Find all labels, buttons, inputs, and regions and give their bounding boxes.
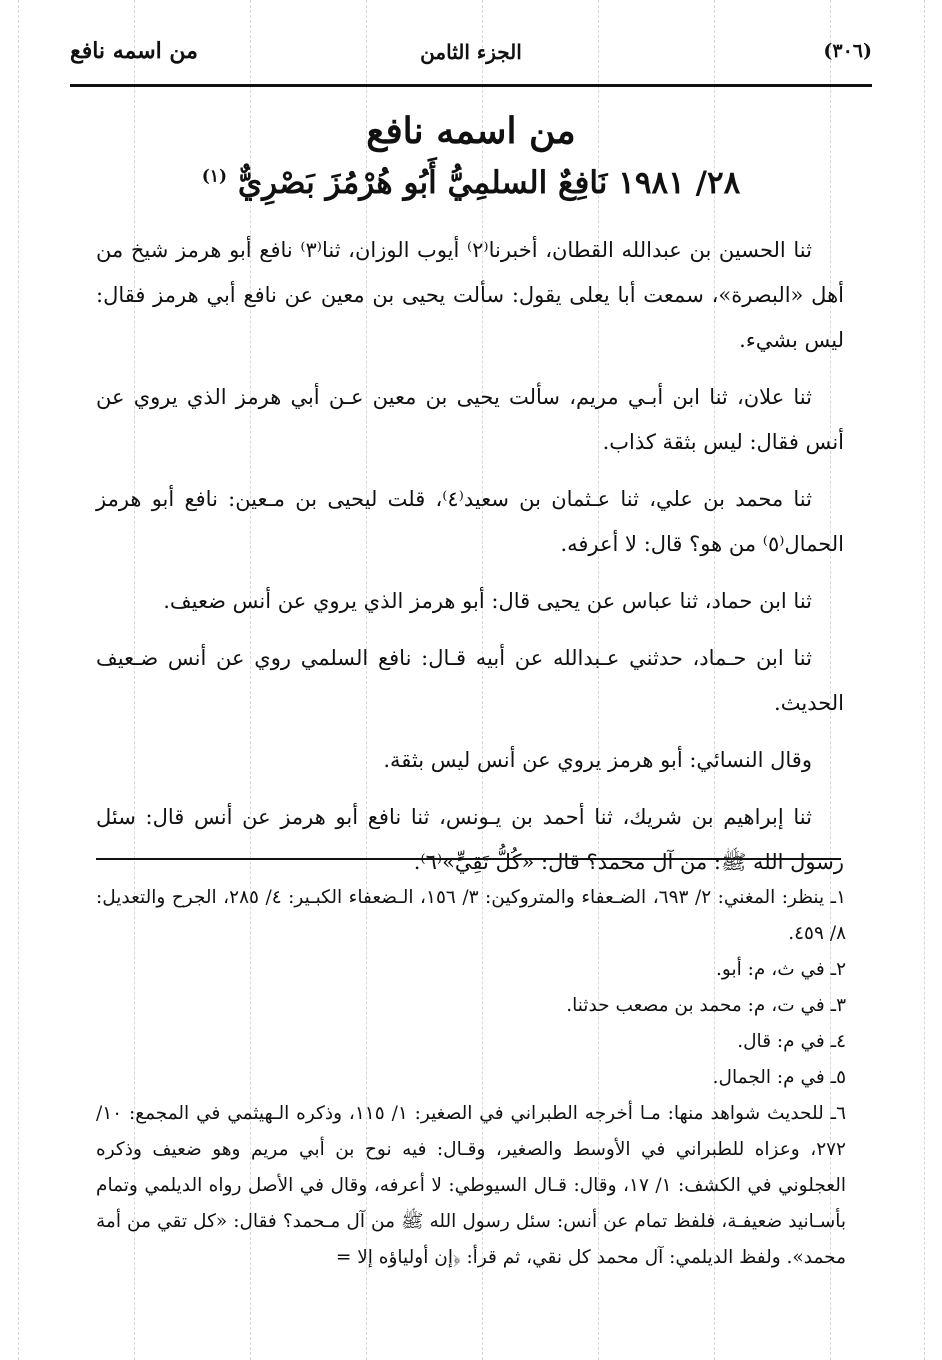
scan-guide-line <box>18 0 19 1360</box>
paragraph: ثنا ابن حماد، ثنا عباس عن يحيى قال: أبو هرمز الذي يروي عن أنس ضعيف. <box>163 589 812 613</box>
entry-number: ٢٨/ ١٩٨١ <box>618 165 741 201</box>
volume-label: الجزء الثامن <box>420 40 522 64</box>
paragraph: ثنا علان، ثنا ابن أبـي مريم، سألت يحيى بن معين عـن أبي هرمز الذي يروي عن أنس فقال: ليس بثقة كذاب. <box>96 385 844 454</box>
footnote: ٦ـ للحديث شواهد منها: مـا أخرجه الطبراني في الصغير: ١/ ١١٥، وذكره الـهيثمي في المجمع: ١٠/ ٢٧٢، وعزاه للطبراني في الأوسط والصغير، وقـال: فيه نوح بن أبي مريم وهو ضعيف وذكره العجلوني في الكشف: ١/ ١٧، وقال: قـال السيوطي: لا أعرفه، وقال في الأصل رواه الديلمي وتمام بأسـانيد ضعيفـة، فلفظ تمام عن أنس: سئل رسول الله ﷺ من آل مـحمد؟ فقال: «كل تقي من أمة محمد». ولفظ الديلمي: آل محمد كل نقي، ثم قرأ: ﴿إن أولياؤه إلا = <box>96 1103 846 1268</box>
paragraph: ثنا إبراهيم بن شريك، ثنا أحمد بن يـونس، ثنا نافع أبو هرمز عن أنس قال: سئل رسول الله ﷺ: من آل محمد؟ قال: «كُلُّ تَقِيٍّ»⁽٦⁾. <box>96 805 844 874</box>
footnote: ٤ـ في م: قال. <box>737 1031 846 1052</box>
paragraph: ثنا ابن حـماد، حدثني عـبدالله عن أبيه قـال: نافع السلمي روي عن أنس ضـعيف الحديث. <box>96 646 844 715</box>
entry-footnote-ref: (١) <box>201 166 228 187</box>
entry-heading <box>70 165 872 201</box>
footnote: ١ـ ينظر: المغني: ٢/ ٦٩٣، الضـعفاء والمتروكين: ٣/ ١٥٦، الـضعفاء الكبـير: ٤/ ٢٨٥، الجرح والتعديل: ٨/ ٤٥٩. <box>96 887 846 944</box>
footnotes <box>96 880 846 1276</box>
header-rule <box>70 84 872 87</box>
chapter-title: من اسمه نافع <box>366 110 576 152</box>
main-text <box>96 228 844 897</box>
page-number: (٣٠٦) <box>823 40 872 62</box>
section-header: من اسمه نافع <box>70 38 198 64</box>
running-header <box>70 38 872 78</box>
paragraph: ثنا الحسين بن عبدالله القطان، أخبرنا⁽٢⁾ أيوب الوزان، ثنا⁽٣⁾ نافع أبو هرمز شيخ من أهل «البصرة»، سمعت أبا يعلى يقول: سألت يحيى بن معين عن نافع أبي هرمز فقال: ليس بشيء. <box>96 238 844 352</box>
paragraph: وقال النسائي: أبو هرمز يروي عن أنس ليس بثقة. <box>383 748 812 772</box>
scan-guide-line <box>924 0 925 1360</box>
paragraph: ثنا محمد بن علي، ثنا عـثمان بن سعيد⁽٤⁾، قلت ليحيى بن مـعين: نافع أبو هرمز الحمال⁽٥⁾ من هو؟ قال: لا أعرفه. <box>96 487 844 556</box>
footnote: ٣ـ في ت، م: محمد بن مصعب حدثنا. <box>566 995 846 1016</box>
entry-name: نَافِعٌ السلمِيُّ أَبُو هُرْمُزَ بَصْرِيٌّ <box>237 165 608 201</box>
footnote: ٢ـ في ث، م: أبو. <box>716 959 846 980</box>
footnote: ٥ـ في م: الجمال. <box>712 1067 846 1088</box>
footnote-rule <box>96 858 841 860</box>
